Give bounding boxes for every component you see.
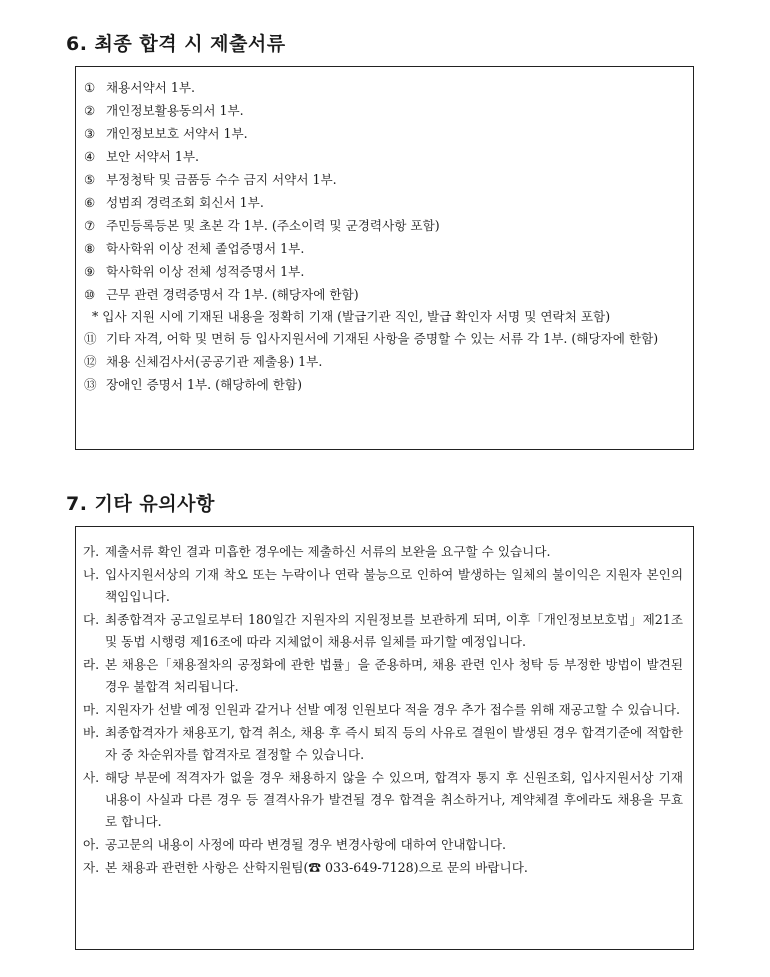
list-item — [84, 122, 683, 145]
list-item — [83, 541, 683, 563]
notes-box — [75, 526, 694, 950]
item-text: 채용서약서 1부. — [106, 80, 196, 95]
list-item — [83, 767, 683, 833]
item-text: 본 채용과 관련한 사항은 산학지원팀(☎ 033-649-7128)으로 문의 바랍니다. — [105, 860, 528, 875]
item-mark: ⑫ — [84, 354, 97, 369]
item-mark: ⑦ — [84, 218, 96, 233]
item-text: 제출서류 확인 결과 미흡한 경우에는 제출하신 서류의 보완을 요구할 수 있습니다. — [105, 544, 551, 559]
list-item — [84, 99, 683, 122]
list-item — [84, 145, 683, 168]
list-item — [84, 260, 683, 283]
item-mark: ⑩ — [84, 287, 96, 302]
list-item — [83, 654, 683, 698]
item-mark: 가. — [83, 544, 100, 559]
item-mark: ④ — [84, 149, 96, 164]
item-mark: ⑧ — [84, 241, 96, 256]
item-text: 입사지원서상의 기재 착오 또는 누락이나 연락 불능으로 인하여 발생하는 일체의 불이익은 지원자 본인의 책임입니다. — [105, 567, 683, 604]
item-mark: 사. — [83, 770, 100, 785]
item-mark: ⑪ — [84, 331, 97, 346]
section-title-documents: 6. 최종 합격 시 제출서류 — [66, 33, 286, 55]
list-item — [84, 328, 660, 350]
list-item — [84, 168, 683, 191]
item-text: 최종합격자가 채용포기, 합격 취소, 채용 후 즉시 퇴직 등의 사유로 결원이 발생된 경우 합격기준에 적합한 자 중 차순위자를 합격자로 결정할 수 있습니다. — [105, 725, 683, 762]
item-text: 보안 서약서 1부. — [106, 149, 200, 164]
list-item — [83, 722, 683, 766]
list-item — [83, 609, 683, 653]
item-text: 학사학위 이상 전체 졸업증명서 1부. — [106, 241, 305, 256]
item-text: 채용 신체검사서(공공기관 제출용) 1부. — [106, 354, 323, 369]
item-text: 성범죄 경력조회 회신서 1부. — [106, 195, 264, 210]
item-text: 공고문의 내용이 사정에 따라 변경될 경우 변경사항에 대하여 안내합니다. — [105, 837, 506, 852]
documents-box — [75, 66, 694, 450]
item-mark: ⑨ — [84, 264, 96, 279]
item-mark: 바. — [83, 725, 100, 740]
list-item — [83, 564, 683, 608]
item-mark: 마. — [83, 702, 100, 717]
item-text: 개인정보보호 서약서 1부. — [106, 126, 248, 141]
item-text: 학사학위 이상 전체 성적증명서 1부. — [106, 264, 305, 279]
list-item — [83, 834, 683, 856]
item-text: 최종합격자 공고일로부터 180일간 지원자의 지원정보를 보관하게 되며, 이후「개인정보보호법」제21조 및 동법 시행령 제16조에 따라 지체없이 채용서류 일체를 파기할 예정입니다. — [105, 612, 683, 649]
item-text: 기타 자격, 어학 및 면허 등 입사지원서에 기재된 사항을 증명할 수 있는 서류 각 1부. (해당자에 한함) — [106, 331, 659, 346]
item-text: 장애인 증명서 1부. (해당하에 한함) — [106, 377, 303, 392]
list-item — [84, 237, 683, 260]
item-text: 해당 부문에 적격자가 없을 경우 채용하지 않을 수 있으며, 합격자 통지 후 신원조회, 입사지원서상 기재 내용이 사실과 다른 경우 등 결격사유가 발견될 경우 합격을 취소하거나, 계약체결 후에라도 채용을 무효로 합니다. — [105, 770, 683, 829]
item-text: 본 채용은「채용절차의 공정화에 관한 법률」을 준용하며, 채용 관련 인사 청탁 등 부정한 방법이 발견된 경우 불합격 처리됩니다. — [105, 657, 683, 694]
item-mark: 나. — [83, 567, 100, 582]
item-text: 개인정보활용동의서 1부. — [106, 103, 244, 118]
item-mark: ⑥ — [84, 195, 96, 210]
item-text: 지원자가 선발 예정 인원과 같거나 선발 예정 인원보다 적을 경우 추가 접수를 위해 재공고할 수 있습니다. — [105, 702, 681, 717]
section-title-notes: 7. 기타 유의사항 — [66, 493, 215, 515]
item-text: 근무 관련 경력증명서 각 1부. (해당자에 한함) — [106, 287, 359, 302]
list-item — [84, 191, 683, 214]
item-mark: 아. — [83, 837, 100, 852]
item-mark: 다. — [83, 612, 100, 627]
item-text: 주민등록등본 및 초본 각 1부. (주소이력 및 군경력사항 포함) — [106, 218, 440, 233]
list-item — [84, 350, 683, 373]
item-mark: ③ — [84, 126, 96, 141]
item-mark: 자. — [83, 860, 100, 875]
item-mark: ⑬ — [84, 377, 97, 392]
list-item — [84, 214, 683, 237]
item-mark: 라. — [83, 657, 100, 672]
item-mark: ① — [84, 80, 96, 95]
list-item — [83, 699, 683, 721]
list-item — [84, 76, 683, 99]
sub-note: * 입사 지원 시에 기재된 내용을 정확히 기재 (발급기관 직인, 발급 확인자 서명 및 연락처 포함) — [92, 309, 611, 324]
item-text: 부정청탁 및 금품등 수수 금지 서약서 1부. — [106, 172, 337, 187]
item-mark: ② — [84, 103, 96, 118]
item-mark: ⑤ — [84, 172, 96, 187]
list-item — [83, 857, 683, 879]
list-item — [84, 283, 683, 306]
list-item — [84, 373, 683, 396]
